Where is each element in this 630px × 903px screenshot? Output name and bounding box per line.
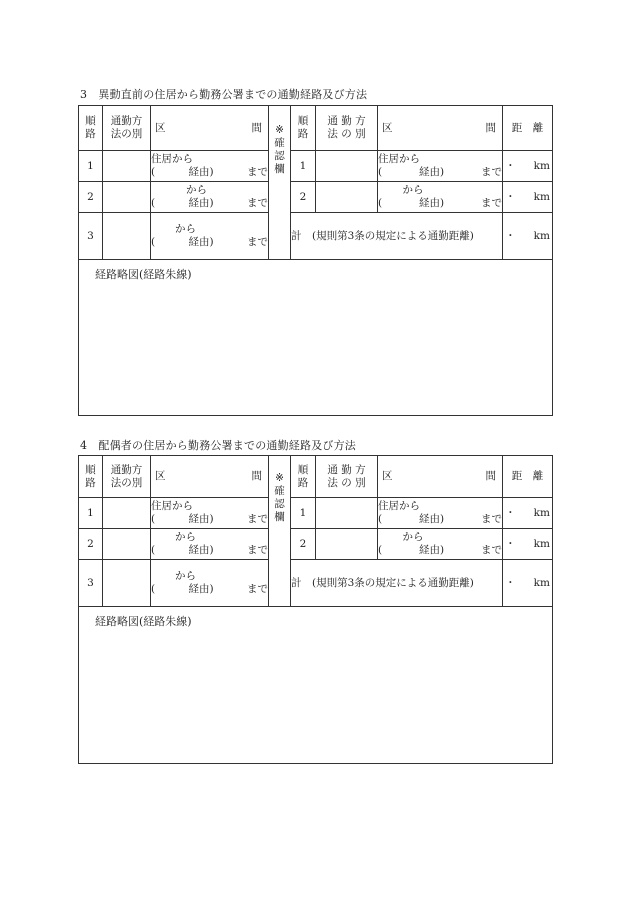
route-cell[interactable]: から ( 経由) まで xyxy=(378,529,503,560)
route-table-4 xyxy=(78,455,553,764)
header-row xyxy=(79,456,553,498)
distance-cell[interactable]: ・ km xyxy=(503,498,553,529)
confirm-column: ※ 確 認 欄 xyxy=(269,456,291,607)
method-cell[interactable] xyxy=(103,529,151,560)
distance-cell[interactable]: ・ km xyxy=(503,182,553,213)
route-map-label: 経路略図(経路朱線) xyxy=(95,268,192,281)
method-header: 通 勤 方 法 の 別 xyxy=(316,106,378,151)
header-row xyxy=(79,106,553,151)
method-cell[interactable] xyxy=(103,213,151,260)
method-cell[interactable] xyxy=(103,498,151,529)
method-cell[interactable] xyxy=(103,151,151,182)
distance-header: 距 離 xyxy=(503,456,553,498)
distance-cell[interactable]: ・ km xyxy=(503,151,553,182)
row-number: 1 xyxy=(79,498,103,529)
method-header: 通勤方 法の別 xyxy=(103,106,151,151)
route-cell[interactable]: から ( 経由) まで xyxy=(151,560,269,607)
total-distance-label: 計 (規則第3条の規定による通勤距離) xyxy=(291,560,503,607)
section-header: 区 間 xyxy=(378,456,503,498)
route-cell[interactable]: 住居から ( 経由) まで xyxy=(378,151,503,182)
section-header: 区 間 xyxy=(151,456,269,498)
method-header: 通勤方 法の別 xyxy=(103,456,151,498)
route-table-3 xyxy=(78,105,553,416)
route-cell[interactable]: 住居から ( 経由) まで xyxy=(378,498,503,529)
total-distance-label: 計 (規則第3条の規定による通勤距離) xyxy=(291,213,503,260)
route-map-area[interactable] xyxy=(79,260,553,416)
row-number: 3 xyxy=(79,560,103,607)
table-row xyxy=(79,498,553,529)
table-row xyxy=(79,529,553,560)
confirm-column: ※ 確 認 欄 xyxy=(269,106,291,260)
order-header: 順 路 xyxy=(291,456,316,498)
distance-cell[interactable]: ・ km xyxy=(503,529,553,560)
route-cell[interactable]: 住居から ( 経由) まで xyxy=(151,498,269,529)
row-number: 1 xyxy=(291,498,316,529)
route-map-area[interactable] xyxy=(79,607,553,764)
map-row xyxy=(79,260,553,416)
route-cell[interactable]: から ( 経由) まで xyxy=(378,182,503,213)
row-number: 2 xyxy=(79,182,103,213)
method-cell[interactable] xyxy=(103,560,151,607)
section-header: 区 間 xyxy=(151,106,269,151)
route-cell[interactable]: 住居から ( 経由) まで xyxy=(151,151,269,182)
table-row xyxy=(79,182,553,213)
method-cell[interactable] xyxy=(316,498,378,529)
table-row xyxy=(79,560,553,607)
route-cell[interactable]: から ( 経由) まで xyxy=(151,182,269,213)
table-row xyxy=(79,213,553,260)
section-3-title: 3 異動直前の住居から勤務公署までの通勤経路及び方法 xyxy=(80,88,368,101)
row-number: 1 xyxy=(291,151,316,182)
row-number: 2 xyxy=(79,529,103,560)
route-cell[interactable]: から ( 経由) まで xyxy=(151,529,269,560)
method-cell[interactable] xyxy=(316,151,378,182)
method-cell[interactable] xyxy=(316,182,378,213)
row-number: 1 xyxy=(79,151,103,182)
map-row xyxy=(79,607,553,764)
order-header: 順 路 xyxy=(79,106,103,151)
method-cell[interactable] xyxy=(103,182,151,213)
route-map-label: 経路略図(経路朱線) xyxy=(95,615,192,628)
total-distance-cell[interactable]: ・ km xyxy=(503,213,553,260)
row-number: 2 xyxy=(291,182,316,213)
total-distance-cell[interactable]: ・ km xyxy=(503,560,553,607)
order-header: 順 路 xyxy=(79,456,103,498)
table-row xyxy=(79,151,553,182)
section-header: 区 間 xyxy=(378,106,503,151)
order-header: 順 路 xyxy=(291,106,316,151)
method-header: 通 勤 方 法 の 別 xyxy=(316,456,378,498)
row-number: 3 xyxy=(79,213,103,260)
row-number: 2 xyxy=(291,529,316,560)
method-cell[interactable] xyxy=(316,529,378,560)
section-4-title: 4 配偶者の住居から勤務公署までの通勤経路及び方法 xyxy=(80,439,356,452)
route-cell[interactable]: から ( 経由) まで xyxy=(151,213,269,260)
distance-header: 距 離 xyxy=(503,106,553,151)
